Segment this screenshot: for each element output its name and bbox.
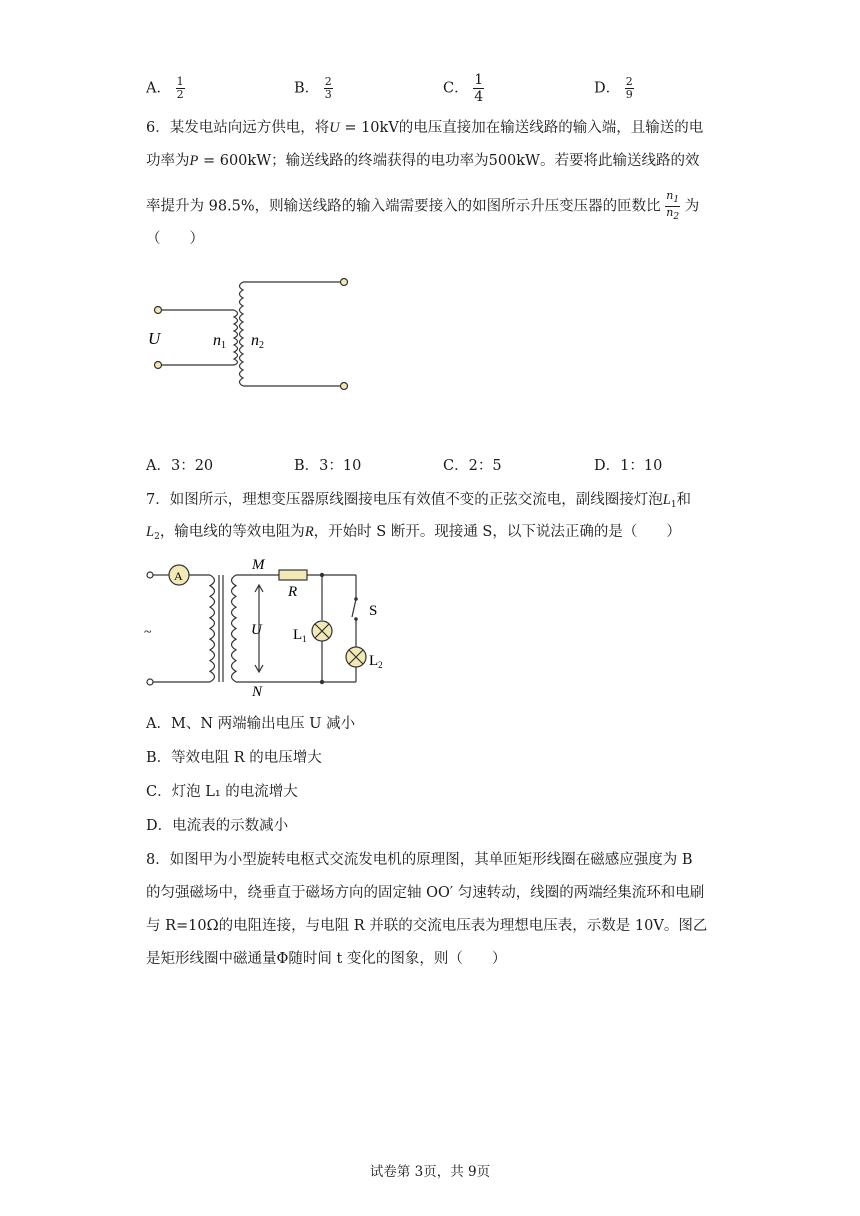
m-label: M — [252, 557, 265, 573]
q7-option-a: A．M、N 两端输出电压 U 减小 — [146, 716, 356, 732]
q6-transformer-diagram — [140, 272, 360, 402]
q8-line-4: 是矩形线圈中磁通量Φ随时间 t 变化的图象，则（ ） — [146, 951, 507, 967]
page-footer: 试卷第 3页，共 9页 — [369, 1164, 491, 1180]
q7-line-2: $L_2$，输电线的等效电阻为R，开始时 S 断开。现接通 S，以下说法正确的是（ ） — [146, 524, 681, 542]
n2-label: n2 — [251, 332, 264, 351]
n1-label: n1 — [213, 332, 226, 351]
fraction: $\frac{2}{9}$ — [625, 75, 633, 101]
n-label: N — [252, 684, 263, 700]
l1-label: $L_1$ — [293, 627, 307, 644]
u-label: U — [251, 622, 262, 638]
q8-line-3: 与 R=10Ω的电阻连接，与电阻 R 并联的交流电压表为理想电压表，示数是 10V。图乙 — [146, 918, 708, 934]
q7-option-c: C．灯泡 L₁ 的电流增大 — [146, 784, 298, 800]
q6-option-c: C．2：5 — [443, 458, 502, 474]
ac-source-symbol: ~ — [144, 625, 152, 640]
fraction: $\frac{1}{4}$ — [474, 72, 484, 105]
q6-line-3: 率提升为 98.5%，则输送线路的输入端需要接入的如图所示升压变压器的匝数比 $\frac{n_1}{n_2}$ 为 — [146, 189, 700, 222]
q6-answer-bracket: （ ） — [146, 231, 204, 247]
r-label: R — [288, 584, 298, 600]
q7-option-b: B．等效电阻 R 的电压增大 — [146, 750, 322, 766]
q5-option-a: A． $\frac{1}{2}$ — [146, 75, 184, 101]
q5-option-b: B． $\frac{2}{3}$ — [294, 75, 332, 101]
q8-line-1: 8．如图甲为小型旋转电枢式交流发电机的原理图，其单匝矩形线圈在磁感应强度为 B — [146, 852, 693, 868]
fraction: $\frac{2}{3}$ — [324, 75, 332, 101]
q8-line-2: 的匀强磁场中，绕垂直于磁场方向的固定轴 OO′ 匀速转动，线圈的两端经集流环和电刷 — [146, 885, 705, 901]
q6-option-d: D．1：10 — [594, 458, 663, 474]
q5-option-c: C． $\frac{1}{4}$ — [443, 72, 484, 105]
turns-ratio-fraction: $\frac{n_1}{n_2}$ — [666, 189, 680, 222]
ammeter-label: A — [174, 569, 183, 583]
l2-label: $L_2$ — [369, 653, 383, 670]
q6-line-2: 功率为P = 600kW；输送线路的终端获得的电功率为500kW。若要将此输送线路的效 — [146, 153, 700, 169]
fraction: $\frac{1}{2}$ — [176, 75, 184, 101]
q6-option-b: B．3：10 — [294, 458, 362, 474]
q7-circuit-diagram — [140, 555, 390, 700]
s-label: S — [369, 603, 378, 619]
q5-option-d: D． $\frac{2}{9}$ — [594, 75, 633, 101]
u-label: U — [148, 329, 161, 348]
q6-option-a: A．3：20 — [146, 458, 214, 474]
q6-line-1: 6．某发电站向远方供电，将U = 10kV的电压直接加在输送线路的输入端，且输送的电 — [146, 120, 704, 136]
q7-line-1: 7．如图所示，理想变压器原线圈接电压有效值不变的正弦交流电，副线圈接灯泡$L_1$和 — [146, 492, 692, 510]
q7-option-d: D．电流表的示数减小 — [146, 818, 289, 834]
